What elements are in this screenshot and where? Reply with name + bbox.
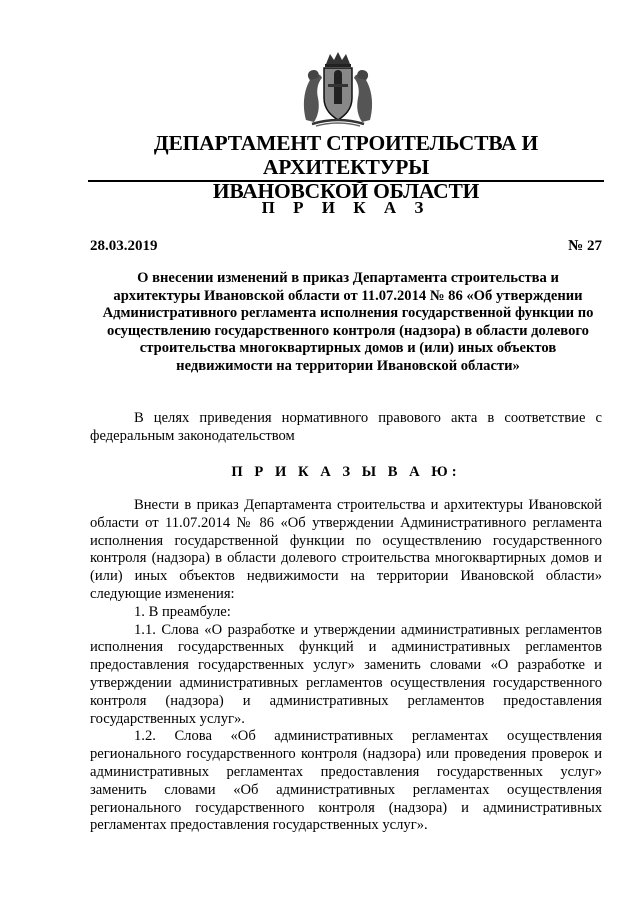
order-date: 28.03.2019: [90, 238, 158, 254]
department-name: [88, 131, 604, 203]
body-paragraph: 1. В преамбуле:: [134, 603, 231, 620]
body-paragraph: 1.1. Слова «О разработке и утверждении административных регламентов исполнения государственных функций и административных регламентов предоставления государственных услуг» заменить словами «О разработке и утверждении административных регламентов осуществления государственного контроля (надзора) и административных регламентов предоставления государственных услуг».: [90, 621, 602, 727]
body-paragraph: Внести в приказ Департамента строительства и архитектуры Ивановской области от 11.07.2014 № 86 «Об утверждении Административного регламента исполнения государственной функции по осуществлению государственного контроля (надзора) в области долевого строительства многоквартирных домов и (или) иных объектов недвижимости на территории Ивановской области» следующие изменения:: [90, 497, 602, 602]
order-subject: О внесении изменений в приказ Департамента строительства и архитектуры Ивановской области от 11.07.2014 № 86 «Об утверждении Административного регламента исполнения государственной функции по осуществлению государственного контроля (надзора) в области долевого строительства многоквартирных домов и (или) иных объектов недвижимости на территории Ивановской области»: [102, 270, 594, 374]
header-divider: [88, 180, 604, 182]
order-title: П Р И К А З: [261, 198, 431, 217]
department-name-line1: ДЕПАРТАМЕНТ СТРОИТЕЛЬСТВА И АРХИТЕКТУРЫ: [153, 131, 539, 179]
coat-of-arms-emblem: [296, 50, 380, 128]
department-name-line2: ИВАНОВСКОЙ ОБЛАСТИ: [212, 179, 480, 203]
body-paragraph: 1.2. Слова «Об административных регламентах осуществления регионального государственного контроля (надзора) или проведения проверок и административных регламентах предоставления государственных услуг» заменить словами «Об административных регламентах осуществления регионального государственного контроля (надзора) и административных регламентах предоставления государственных услуг».: [90, 728, 602, 834]
preamble-text: В целях приведения нормативного правового акта в соответствие с федеральным законодательством: [90, 410, 602, 444]
order-body: [90, 497, 602, 835]
order-number: № 27: [568, 238, 602, 254]
decree-heading: П Р И К А З Ы В А Ю:: [231, 464, 461, 480]
